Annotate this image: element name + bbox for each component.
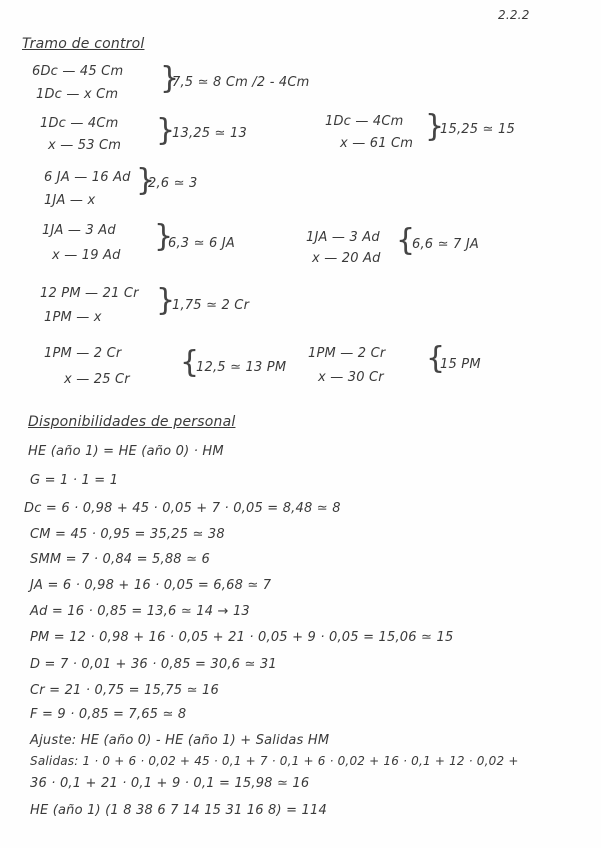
t5-line2: x — 19 Ad (52, 248, 121, 263)
brace: { (396, 223, 416, 258)
calc-line: Cr = 21 · 0,75 = 15,75 ≃ 16 (30, 683, 219, 698)
t4-line2: 1JA — x (44, 193, 96, 208)
calc-line: HE (año 1) = HE (año 0) · HM (28, 444, 224, 459)
t9-result: 15 PM (440, 357, 481, 372)
t2-line2: x — 53 Cm (48, 138, 122, 153)
t8-line2: x — 25 Cr (64, 372, 130, 387)
calc-line: Salidas: 1 · 0 + 6 · 0,02 + 45 · 0,1 + 7 · 0,1 + 6 · 0,02 + 16 · 0,1 + 12 · 0,02 + (30, 754, 519, 768)
brace: } (136, 163, 156, 198)
t2-result: 13,25 ≃ 13 (172, 126, 247, 141)
t3-result: 15,25 ≃ 15 (440, 122, 515, 137)
t8-line1: 1PM — 2 Cr (44, 346, 122, 361)
t4-line1: 6 JA — 16 Ad (44, 170, 131, 185)
t1-line2: 1Dc — x Cm (36, 87, 119, 102)
t5-line1: 1JA — 3 Ad (42, 223, 116, 238)
t5-result: 6,3 ≃ 6 JA (168, 236, 235, 251)
calc-line: G = 1 · 1 = 1 (30, 473, 119, 488)
t4-result: 2,6 ≃ 3 (148, 176, 198, 191)
t1-result: 7,5 ≃ 8 Cm /2 - 4Cm (172, 75, 310, 90)
page-number: 2.2.2 (498, 8, 530, 22)
brace: { (180, 345, 200, 380)
calc-line: HE (año 1) (1 8 38 6 7 14 15 31 16 8) = 114 (30, 803, 327, 818)
calc-line: PM = 12 · 0,98 + 16 · 0,05 + 21 · 0,05 + 9 · 0,05 = 15,06 ≃ 15 (30, 630, 454, 645)
heading-disponibilidades: Disponibilidades de personal (28, 414, 236, 430)
t6-result: 6,6 ≃ 7 JA (412, 237, 479, 252)
brace: } (156, 283, 176, 318)
calc-line: Ad = 16 · 0,85 = 13,6 ≃ 14 → 13 (30, 604, 250, 619)
t6-line1: 1JA — 3 Ad (306, 230, 380, 245)
calc-line: Dc = 6 · 0,98 + 45 · 0,05 + 7 · 0,05 = 8,48 ≃ 8 (24, 501, 341, 516)
t7-line2: 1PM — x (44, 310, 102, 325)
t8-result: 12,5 ≃ 13 PM (196, 360, 287, 375)
calc-line: JA = 6 · 0,98 + 16 · 0,05 = 6,68 ≃ 7 (30, 578, 272, 593)
t2-line1: 1Dc — 4Cm (40, 116, 119, 131)
brace: } (425, 109, 445, 144)
t3-line1: 1Dc — 4Cm (325, 114, 404, 129)
calc-line: F = 9 · 0,85 = 7,65 ≃ 8 (30, 707, 187, 722)
brace: } (156, 113, 176, 148)
t9-line2: x — 30 Cr (318, 370, 384, 385)
calc-line: CM = 45 · 0,95 = 35,25 ≃ 38 (30, 527, 225, 542)
brace: } (160, 61, 180, 96)
brace: } (154, 219, 174, 254)
t9-line1: 1PM — 2 Cr (308, 346, 386, 361)
calc-line: SMM = 7 · 0,84 = 5,88 ≃ 6 (30, 552, 210, 567)
calc-line: 36 · 0,1 + 21 · 0,1 + 9 · 0,1 = 15,98 ≃ 16 (30, 776, 310, 791)
calc-line: D = 7 · 0,01 + 36 · 0,85 = 30,6 ≃ 31 (30, 657, 277, 672)
brace: { (426, 341, 446, 376)
calc-line: Ajuste: HE (año 0) - HE (año 1) + Salidas HM (30, 733, 330, 748)
t7-line1: 12 PM — 21 Cr (40, 286, 139, 301)
t3-line2: x — 61 Cm (340, 136, 414, 151)
t1-line1: 6Dc — 45 Cm (32, 64, 124, 79)
heading-tramo-control: Tramo de control (22, 36, 145, 52)
t6-line2: x — 20 Ad (312, 251, 381, 266)
t7-result: 1,75 ≃ 2 Cr (172, 298, 250, 313)
